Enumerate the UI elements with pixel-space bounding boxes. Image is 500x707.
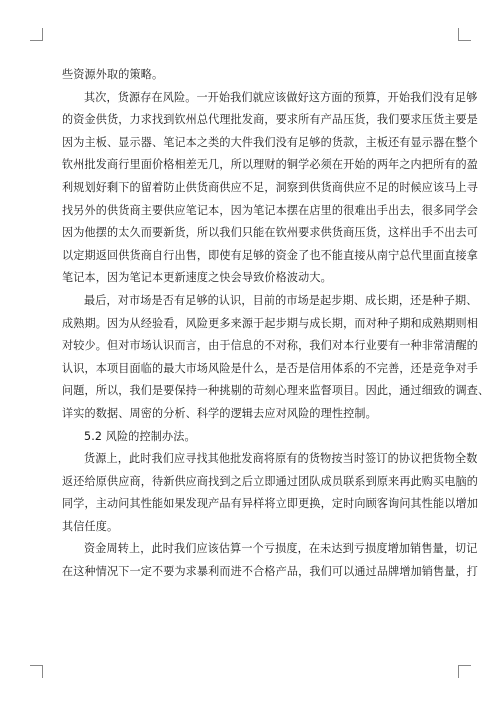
text-line: 钦州批发商行里面价格相差无几，所以理财的铜学必须在开始的两年之内把所有的盈 bbox=[62, 158, 479, 172]
text-line: 找另外的供货商主要供应笔记本，因为笔记本摆在店里的很难出手出去，很多同学会 bbox=[62, 203, 479, 217]
text-line: 最后，对市场是否有足够的认识，目前的市场是起步期、成长期，还是种子期、 bbox=[84, 293, 478, 307]
text-line: 返还给原供应商，待新供应商找到之后立即通过团队成员联系到原来再此购买电脑的 bbox=[62, 474, 479, 488]
crop-mark-bottom-right bbox=[458, 665, 471, 678]
text-line: 5.2 风险的控制办法。 bbox=[84, 429, 196, 443]
document-body bbox=[62, 64, 490, 584]
text-line: 成熟期。因为从经验看，风险更多来源于起步期与成长期，而对种子期和成熟期则相 bbox=[62, 316, 479, 330]
text-line: 问题，所以，我们是要保持一种挑剔的苛刻心理来监督项目。因此，通过细致的调查、 bbox=[62, 384, 490, 398]
paragraph bbox=[62, 64, 438, 87]
text-line: 同学，主动问其性能如果发现产品有异样将立即更换，定时向顾客询问其性能以增加 bbox=[62, 497, 479, 511]
text-line: 资金周转上，此时我们应该估算一个亏损度，在未达到亏损度增加销售量，切记 bbox=[84, 542, 478, 556]
crop-mark-top-right bbox=[458, 28, 471, 41]
text-line: 其信任度。 bbox=[62, 519, 119, 533]
crop-mark-bottom-left bbox=[30, 665, 43, 678]
text-line: 的资金供货，力求找到钦州总代理批发商，要求所有产品压货，我们要求压货主要是 bbox=[62, 113, 479, 127]
text-line: 笔记本，因为笔记本更新速度之快会导致价格波动大。 bbox=[62, 271, 332, 285]
paragraph bbox=[62, 538, 479, 583]
text-line: 在这种情况下一定不要为求暴利而进不合格产品，我们可以通过品牌增加销售量，打 bbox=[62, 565, 479, 579]
paragraph bbox=[62, 448, 479, 538]
section-heading bbox=[62, 426, 438, 449]
text-line: 对较少。但对市场认识而言，由于信息的不对称，我们对本行业要有一种非常清醒的 bbox=[62, 339, 479, 353]
text-line: 认识，本项目面临的最大市场风险是什么，是否是信用体系的不完善，还是竞争对手 bbox=[62, 361, 479, 375]
paragraph bbox=[62, 290, 490, 426]
text-line: 以定期返回供货商自行出售，即使有足够的资金了也不能直接从南宁总代里面直接拿 bbox=[62, 248, 479, 262]
crop-mark-top-left bbox=[30, 28, 43, 41]
text-line: 详实的数据、周密的分析、科学的逻辑去应对风险的理性控制。 bbox=[62, 406, 377, 420]
text-line: 因为他摆的太久而要新货，所以我们只能在钦州要求供货商压货，这样出手不出去可 bbox=[62, 226, 479, 240]
text-line: 些资源外取的策略。 bbox=[62, 68, 164, 81]
text-line: 利规划好剩下的留着防止供货商供应不足，洞察到供货商供应不足的时候应该马上寻 bbox=[62, 180, 479, 194]
text-line: 其次，货源存在风险。一开始我们就应该做好这方面的预算，开始我们没有足够 bbox=[84, 90, 478, 104]
text-line: 因为主板、显示器、笔记本之类的大件我们没有足够的货款，主板还有显示器在整个 bbox=[62, 135, 479, 149]
paragraph bbox=[62, 87, 479, 290]
text-line: 货源上，此时我们应寻找其他批发商将原有的货物按当时签订的协议把货物全数 bbox=[84, 452, 478, 466]
